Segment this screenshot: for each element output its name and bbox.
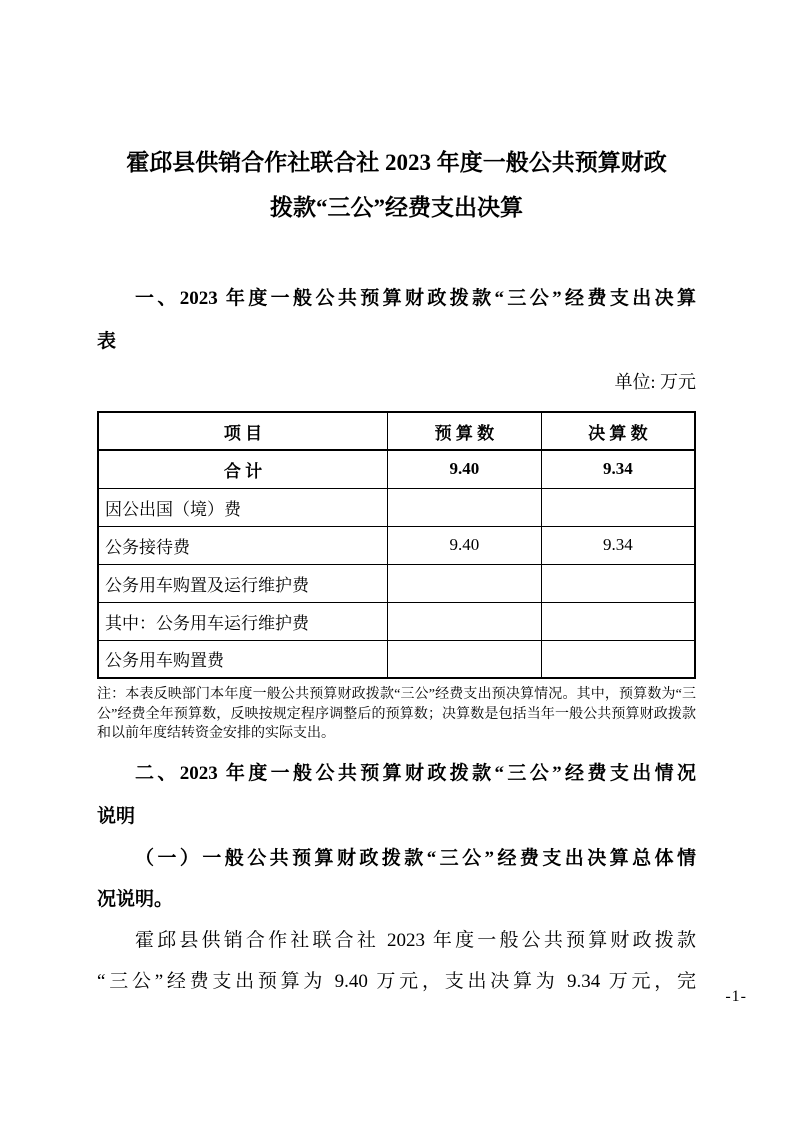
- unit-label: 单位: 万元: [614, 372, 696, 392]
- expenses-table: [97, 411, 696, 679]
- section2-paragraph: [97, 920, 696, 1002]
- row-total-budget: 9.40: [388, 450, 542, 488]
- table-header-row: [98, 412, 695, 450]
- table-header-item: 项 目: [98, 412, 388, 450]
- row-total-item: 合 计: [98, 450, 388, 488]
- section2-heading-line1: 二、2023 年度一般公共预算财政拨款“三公”经费支出情况: [135, 762, 696, 784]
- section1-heading-line2: 表: [97, 331, 117, 352]
- table-note: 注：本表反映部门本年度一般公共预算财政拨款“三公”经费支出预决算情况。其中，预算数为“三公”经费全年预算数，反映按规定程序调整后的预算数；决算数是包括当年一般公共预算财政拨款和以前年度结转资金安排的实际支出。: [97, 687, 696, 741]
- section2-sub-heading-line1: （一）一般公共预算财政拨款“三公”经费支出决算总体情: [135, 847, 696, 869]
- row-vehicle-maintenance-budget: [388, 602, 542, 640]
- row-vehicle-total-budget: [388, 564, 542, 602]
- row-abroad-final: [541, 488, 695, 526]
- row-reception-item: 公务接待费: [98, 526, 388, 564]
- row-vehicle-total-item: 公务用车购置及运行维护费: [98, 564, 388, 602]
- section2-heading: [97, 752, 696, 838]
- section1-heading-line1: 一、2023 年度一般公共预算财政拨款“三公”经费支出决算: [135, 288, 696, 309]
- section2-sub-heading: [97, 838, 696, 920]
- row-total-final: 9.34: [541, 450, 695, 488]
- row-abroad-budget: [388, 488, 542, 526]
- table-row-total: [98, 450, 695, 488]
- row-vehicle-maintenance-final: [541, 602, 695, 640]
- table-header-final: 决 算 数: [541, 412, 695, 450]
- page-number: -1-: [725, 988, 747, 1005]
- row-abroad-item: 因公出国（境）费: [98, 488, 388, 526]
- row-reception-final: 9.34: [541, 526, 695, 564]
- table-header-budget: 预 算 数: [388, 412, 542, 450]
- row-vehicle-purchase-final: [541, 640, 695, 678]
- row-vehicle-purchase-item: 公务用车购置费: [98, 640, 388, 678]
- table-row-reception: [98, 526, 695, 564]
- section2-sub-heading-line2: 况说明。: [97, 888, 174, 910]
- row-reception-budget: 9.40: [388, 526, 542, 564]
- table-row-abroad: [98, 488, 695, 526]
- section2-paragraph-line1: 霍邱县供销合作社联合社 2023 年度一般公共预算财政拨款: [135, 929, 696, 951]
- section2-paragraph-line2: “三公”经费支出预算为 9.40 万元，支出决算为 9.34 万元，完: [97, 970, 696, 992]
- table-row-vehicle-total: [98, 564, 695, 602]
- row-vehicle-total-final: [541, 564, 695, 602]
- document-title: [97, 140, 696, 230]
- section1-heading: [97, 277, 696, 363]
- row-vehicle-maintenance-item: 其中：公务用车运行维护费: [98, 602, 388, 640]
- section2-heading-line2: 说明: [97, 805, 136, 827]
- table-row-vehicle-maintenance: [98, 602, 695, 640]
- document-title-line2: 拨款“三公”经费支出决算: [270, 195, 523, 220]
- table-row-vehicle-purchase: [98, 640, 695, 678]
- document-title-line1: 霍邱县供销合作社联合社 2023 年度一般公共预算财政: [126, 150, 667, 175]
- row-vehicle-purchase-budget: [388, 640, 542, 678]
